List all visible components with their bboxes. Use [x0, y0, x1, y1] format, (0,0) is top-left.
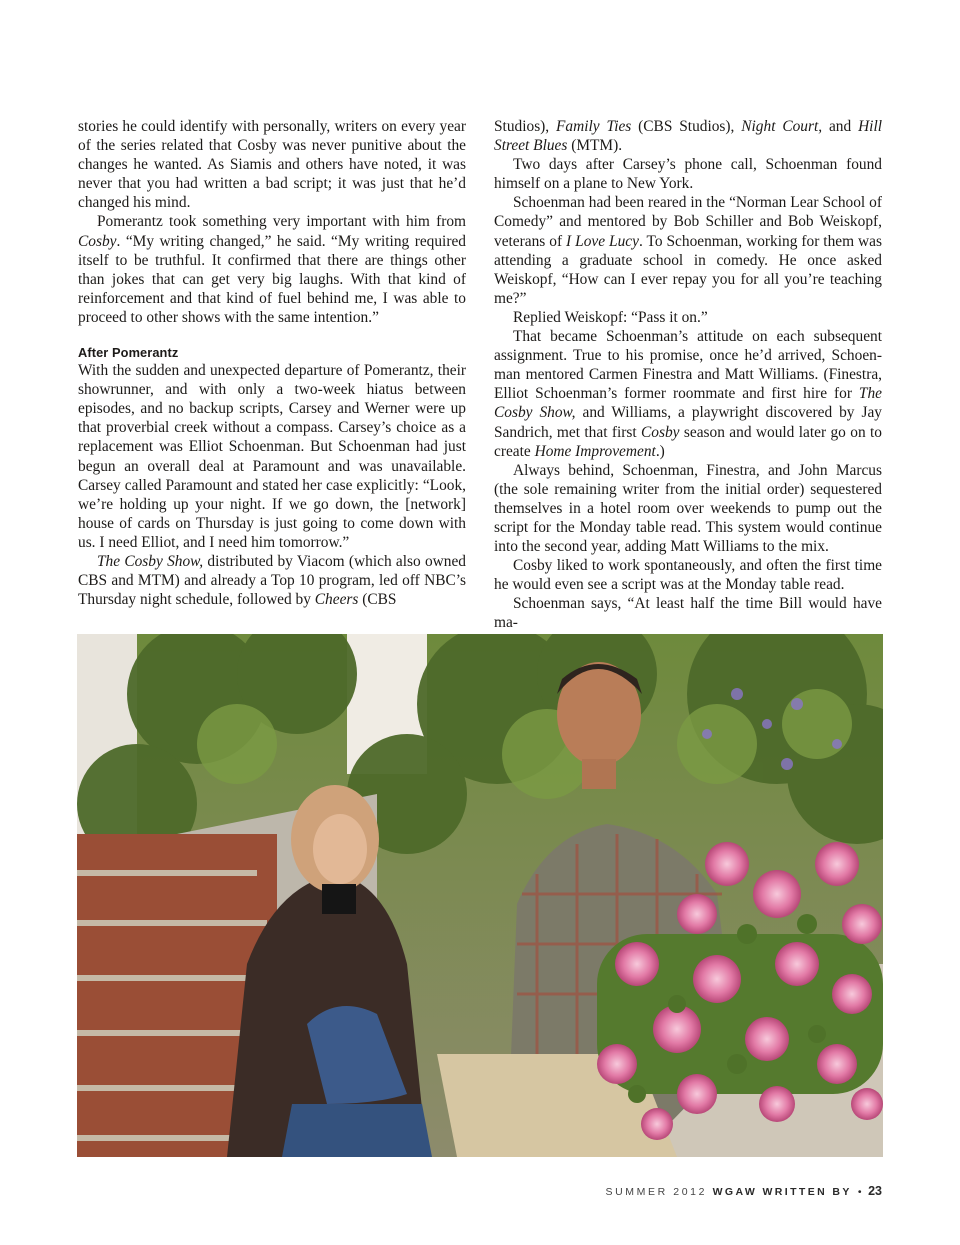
paragraph: stories he could identify with personally, writers on every year of the series related that Cosby was never punitive about the changes he wanted. As Siamis and others have noted, it was never that you had written a bad script; it was just that he’d changed his mind. — [78, 118, 466, 212]
publication-name: WGAW WRITTEN BY — [712, 1186, 852, 1198]
paragraph: Schoenman had been reared in the “Norman Lear School of Comedy” and mentored by Bob Schiller and Bob Weiskopf, veterans of I Love Lucy. To Schoenman, working for them was attending a graduate school in comedy. He once asked Weiskopf, “How can I ever repay you for all you’re teaching me?” — [494, 194, 882, 307]
page-footer — [605, 1184, 882, 1198]
photo-illustration — [77, 634, 883, 1157]
page-number: 23 — [868, 1184, 882, 1198]
paragraph: Pomerantz took something very important with him from Cosby. “My writing changed,” he said. “My writing required itself to be truthful. It confirmed that there are things other than jokes that can get very big laughs. With that kind of reinforcement and that kind of fuel behind me, I was able to proceed to other shows with the same intention.” — [78, 213, 466, 326]
paragraph: Studios), Family Ties (CBS Studios), Night Court, and Hill Street Blues (MTM). — [494, 118, 883, 155]
article-column-left — [78, 117, 466, 609]
bullet-separator: • — [857, 1186, 865, 1198]
paragraph: Cosby liked to work spontaneously, and often the first time he would even see a script was at the Monday table read. — [494, 557, 882, 594]
article-column-right — [494, 117, 882, 633]
paragraph: Replied Weiskopf: “Pass it on.” — [513, 308, 708, 326]
issue-label: SUMMER 2012 — [605, 1186, 708, 1198]
paragraph: With the sudden and unexpected departure of Pomerantz, their showrunner, and with only a two-week hiatus between episodes, and no backup scripts, Carsey and Werner were up that proverbial creek without a compass. Carsey’s choice as a replacement was Elliot Schoenman. But Schoenman had just begun an overall deal at Paramount and was unavailable. Carsey called Paramount and stated her case explicitly: “Look, we’re holding up your night. If we go down, the [network] house of cards on Thursday is just going to come down with us. I need Elliot, and I need him tomorrow.” — [78, 362, 466, 551]
paragraph: The Cosby Show, distributed by Viacom (which also owned CBS and MTM) and already a Top 10 program, led off NBC’s Thursday night schedule, followed by Cheers (CBS — [78, 552, 466, 609]
paragraph: Always behind, Schoenman, Finestra, and John Marcus (the sole remaining writer from the initial order) sequestered themselves in a hotel room over weekends to pump out the script for the Monday table read. This system would continue into the second year, adding Matt Williams to the mix. — [494, 461, 882, 556]
section-heading: After Pomerantz — [78, 345, 179, 361]
paragraph: Schoenman says, “At least half the time Bill would have ma- — [494, 595, 882, 632]
article-photo — [77, 634, 883, 1157]
paragraph: That became Schoenman’s attitude on each subsequent assignment. True to his promise, once he’d arrived, Schoenman mentored Carmen Finestra and Matt Williams. (Finestra, Elliot Schoenman’s former roommate and first hire for The Cosby Show, and Williams, a playwright discovered by Jay Sandrich, met that first Cosby season and would later go on to create Home Improvement.) — [494, 328, 882, 460]
paragraph: Two days after Carsey’s phone call, Schoenman found himself on a plane to New York. — [494, 156, 882, 193]
